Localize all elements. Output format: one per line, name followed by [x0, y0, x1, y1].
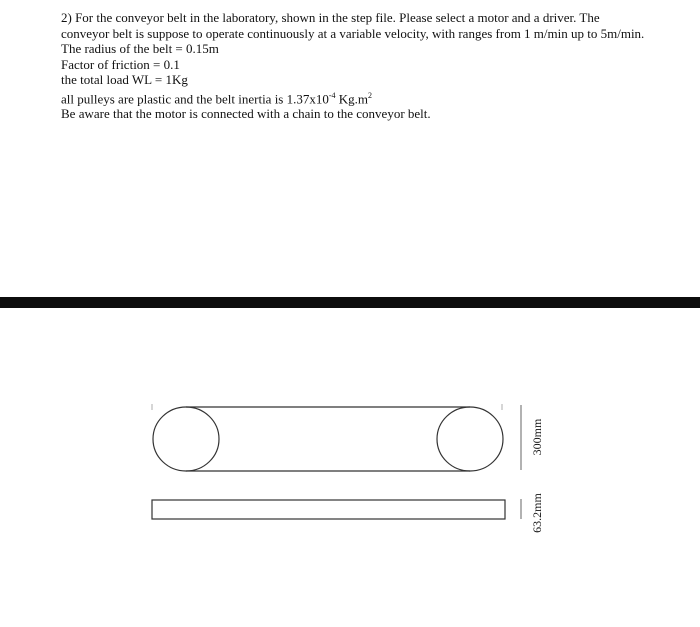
- total-load-line: the total load WL = 1Kg: [61, 72, 188, 87]
- friction-factor-line: Factor of friction = 0.1: [61, 56, 180, 72]
- right-pulley: [437, 407, 503, 471]
- inertia-text: all pulleys are plastic and the belt inertia is 1.37x10: [61, 90, 329, 106]
- chain-note-line: Be aware that the motor is connected with a chain to the conveyor belt.: [61, 106, 431, 122]
- problem-intro: 2) For the conveyor belt in the laboratory, shown in the step file. Please select a motor and a driver. The conveyor belt is suppose to operate continuously at a variable velocity, with ranges from 1 m/min up to 5m/min.: [61, 10, 645, 41]
- inertia-unit: Kg.m: [335, 90, 369, 106]
- belt-radius-line: The radius of the belt = 0.15m: [61, 41, 219, 56]
- height-dimension-label: 63.2mm: [530, 493, 544, 533]
- inertia-exponent: -4: [328, 90, 336, 100]
- left-pulley: [153, 407, 219, 471]
- length-dimension-label: 300mm: [530, 418, 544, 456]
- belt-side-view: [152, 500, 505, 519]
- inertia-unit-exponent: 2: [368, 90, 373, 100]
